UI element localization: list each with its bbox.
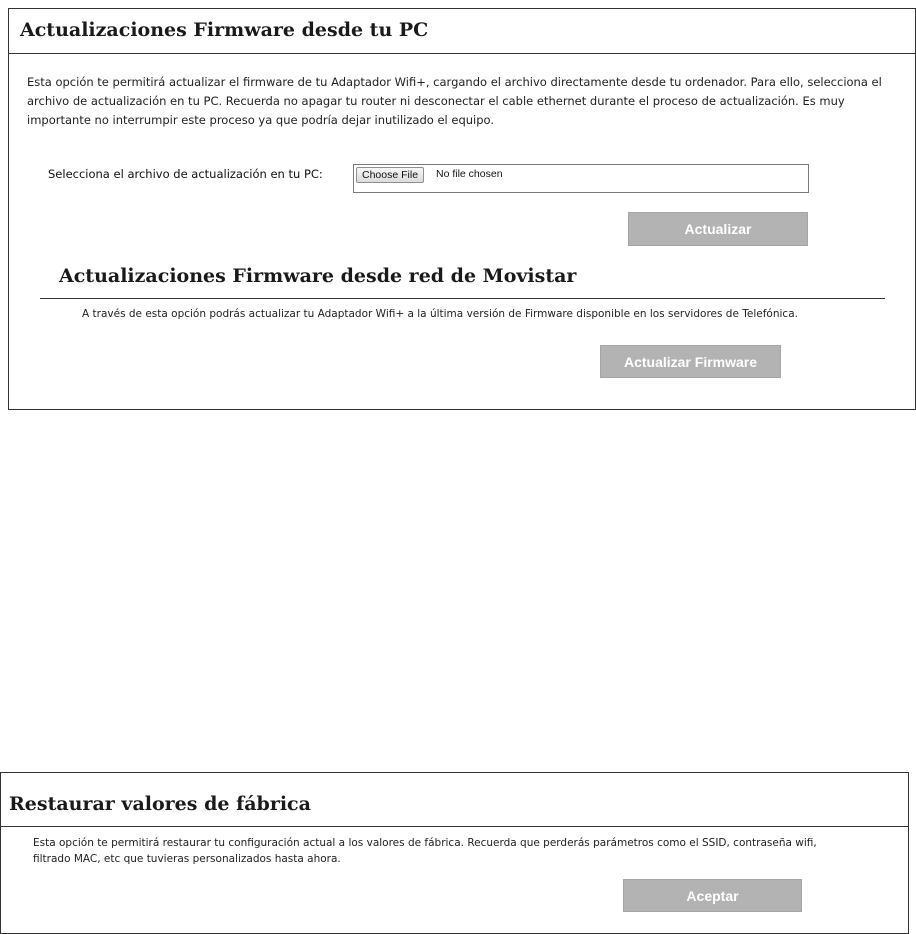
pc-update-divider	[9, 53, 915, 54]
network-update-description: A través de esta opción podrás actualizar tu Adaptador Wifi+ a la última versión de Firmware disponible en los servidores de Telefónica.	[82, 308, 798, 320]
update-firmware-button[interactable]: Actualizar Firmware	[600, 345, 781, 378]
factory-reset-title: Restaurar valores de fábrica	[9, 793, 311, 815]
pc-update-description: Esta opción te permitirá actualizar el firmware de tu Adaptador Wifi+, cargando el archivo directamente desde tu ordenador. Para ello, selecciona el archivo de actualización en tu PC. Recuerda no apagar tu router ni desconectar el cable ethernet durante el proceso de actualización. Es muy importante no interrumpir este proceso ya que podría dejar inutilizado el equipo.	[27, 75, 882, 127]
file-input[interactable]	[353, 164, 809, 193]
factory-reset-description: Esta opción te permitirá restaurar tu configuración actual a los valores de fábrica. Recuerda que perderás parámetros como el SSID, contraseña wifi, filtrado MAC, etc que tuvieras personalizados hasta ahora.	[33, 837, 817, 865]
choose-file-button[interactable]: Choose File	[356, 167, 424, 183]
network-update-title: Actualizaciones Firmware desde red de Movistar	[59, 265, 577, 287]
file-select-label: Selecciona el archivo de actualización en tu PC:	[48, 167, 323, 181]
factory-reset-divider	[1, 826, 908, 827]
no-file-chosen-text: No file chosen	[436, 168, 503, 180]
accept-button[interactable]: Aceptar	[623, 879, 802, 912]
pc-update-title: Actualizaciones Firmware desde tu PC	[20, 19, 429, 41]
network-update-divider	[40, 298, 885, 299]
factory-reset-panel	[0, 772, 909, 934]
update-button[interactable]: Actualizar	[628, 212, 808, 246]
firmware-update-panel	[8, 8, 916, 410]
